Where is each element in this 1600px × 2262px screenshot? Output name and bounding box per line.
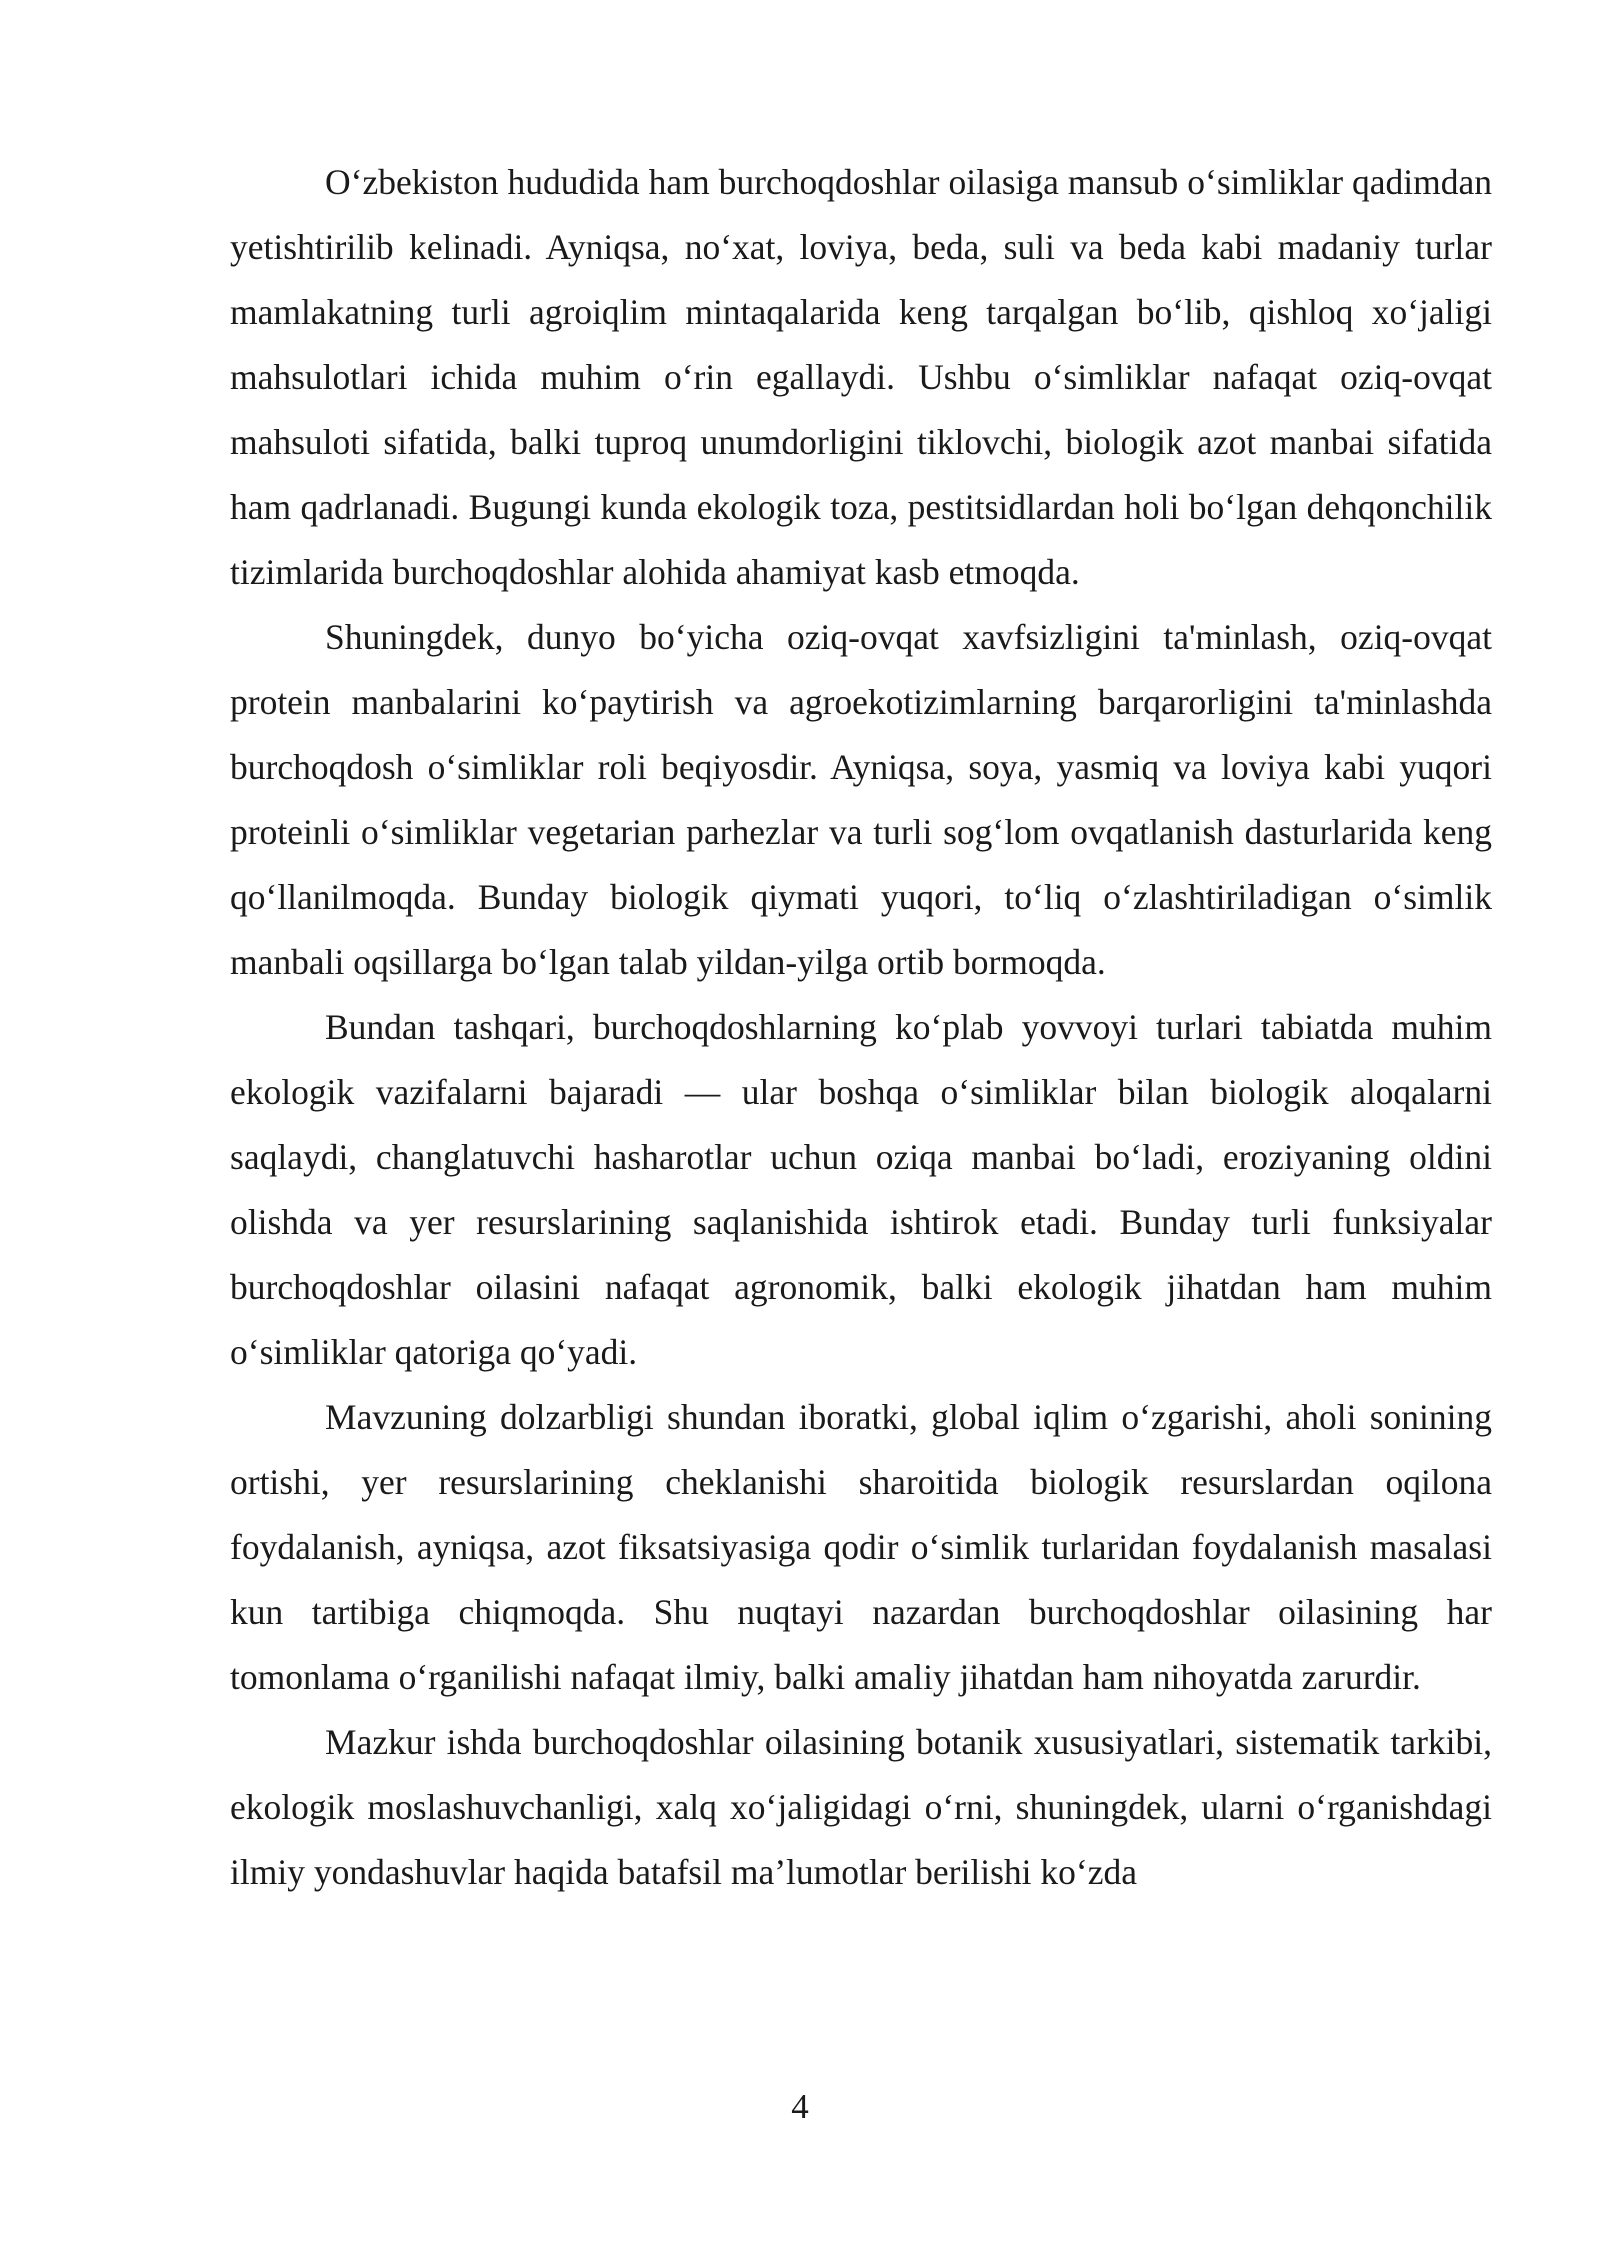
paragraph-4: Mavzuning dolzarbligi shundan iboratki, global iqlim o‘zgarishi, aholi sonining ortishi, yer resurslarining cheklanishi sharoitida biologik resurslardan oqilona foydalanish, ayniqsa, azot fiksatsiyasiga qodir o‘simlik turlaridan foydalanish masalasi kun tartibiga chiqmoqda. Shu nuqtayi nazardan burchoqdoshlar oilasining har tomonlama o‘rganilishi nafaqat ilmiy, balki amaliy jihatdan ham nihoyatda zarurdir. — [230, 1397, 1492, 1697]
paragraph-5: Mazkur ishda burchoqdoshlar oilasining botanik xususiyatlari, sistematik tarkibi, ekologik moslashuvchanligi, xalq xo‘jaligidagi o‘rni, shuningdek, ularni o‘rganishdagi ilmiy yondashuvlar haqida batafsil ma’lumotlar berilishi ko‘zda — [230, 1722, 1492, 1892]
paragraph-3: Bundan tashqari, burchoqdoshlarning ko‘plab yovvoyi turlari tabiatda muhim ekologik vazifalarni bajaradi — ular boshqa o‘simliklar bilan biologik aloqalarni saqlaydi, changlatuvchi hasharotlar uchun oziqa manbai bo‘ladi, eroziyaning oldini olishda va yer resurslarining saqlanishida ishtirok etadi. Bunday turli funksiyalar burchoqdoshlar oilasini nafaqat agronomik, balki ekologik jihatdan ham muhim o‘simliklar qatoriga qo‘yadi. — [230, 1007, 1492, 1372]
paragraph-2: Shuningdek, dunyo bo‘yicha oziq-ovqat xavfsizligini ta'minlash, oziq-ovqat protein manbalarini ko‘paytirish va agroekotizimlarning barqarorligini ta'minlashda burchoqdosh o‘simliklar roli beqiyosdir. Ayniqsa, soya, yasmiq va loviya kabi yuqori proteinli o‘simliklar vegetarian parhezlar va turli sog‘lom ovqatlanish dasturlarida keng qo‘llanilmoqda. Bunday biologik qiymati yuqori, to‘liq o‘zlashtiriladigan o‘simlik manbali oqsillarga bo‘lgan talab yildan-yilga ortib bormoqda. — [230, 617, 1492, 982]
paragraph-1: O‘zbekiston hududida ham burchoqdoshlar oilasiga mansub o‘simliklar qadimdan yetishtirilib kelinadi. Ayniqsa, no‘xat, loviya, beda, suli va beda kabi madaniy turlar mamlakatning turli agroiqlim mintaqalarida keng tarqalgan bo‘lib, qishloq xo‘jaligi mahsulotlari ichida muhim o‘rin egallaydi. Ushbu o‘simliklar nafaqat oziq-ovqat mahsuloti sifatida, balki tuproq unumdorligini tiklovchi, biologik azot manbai sifatida ham qadrlanadi. Bugungi kunda ekologik toza, pestitsidlardan holi bo‘lgan dehqonchilik tizimlarida burchoqdoshlar alohida ahamiyat kasb etmoqda. — [230, 162, 1492, 592]
page-number: 4 — [791, 2087, 809, 2126]
document-page — [230, 150, 1492, 1905]
